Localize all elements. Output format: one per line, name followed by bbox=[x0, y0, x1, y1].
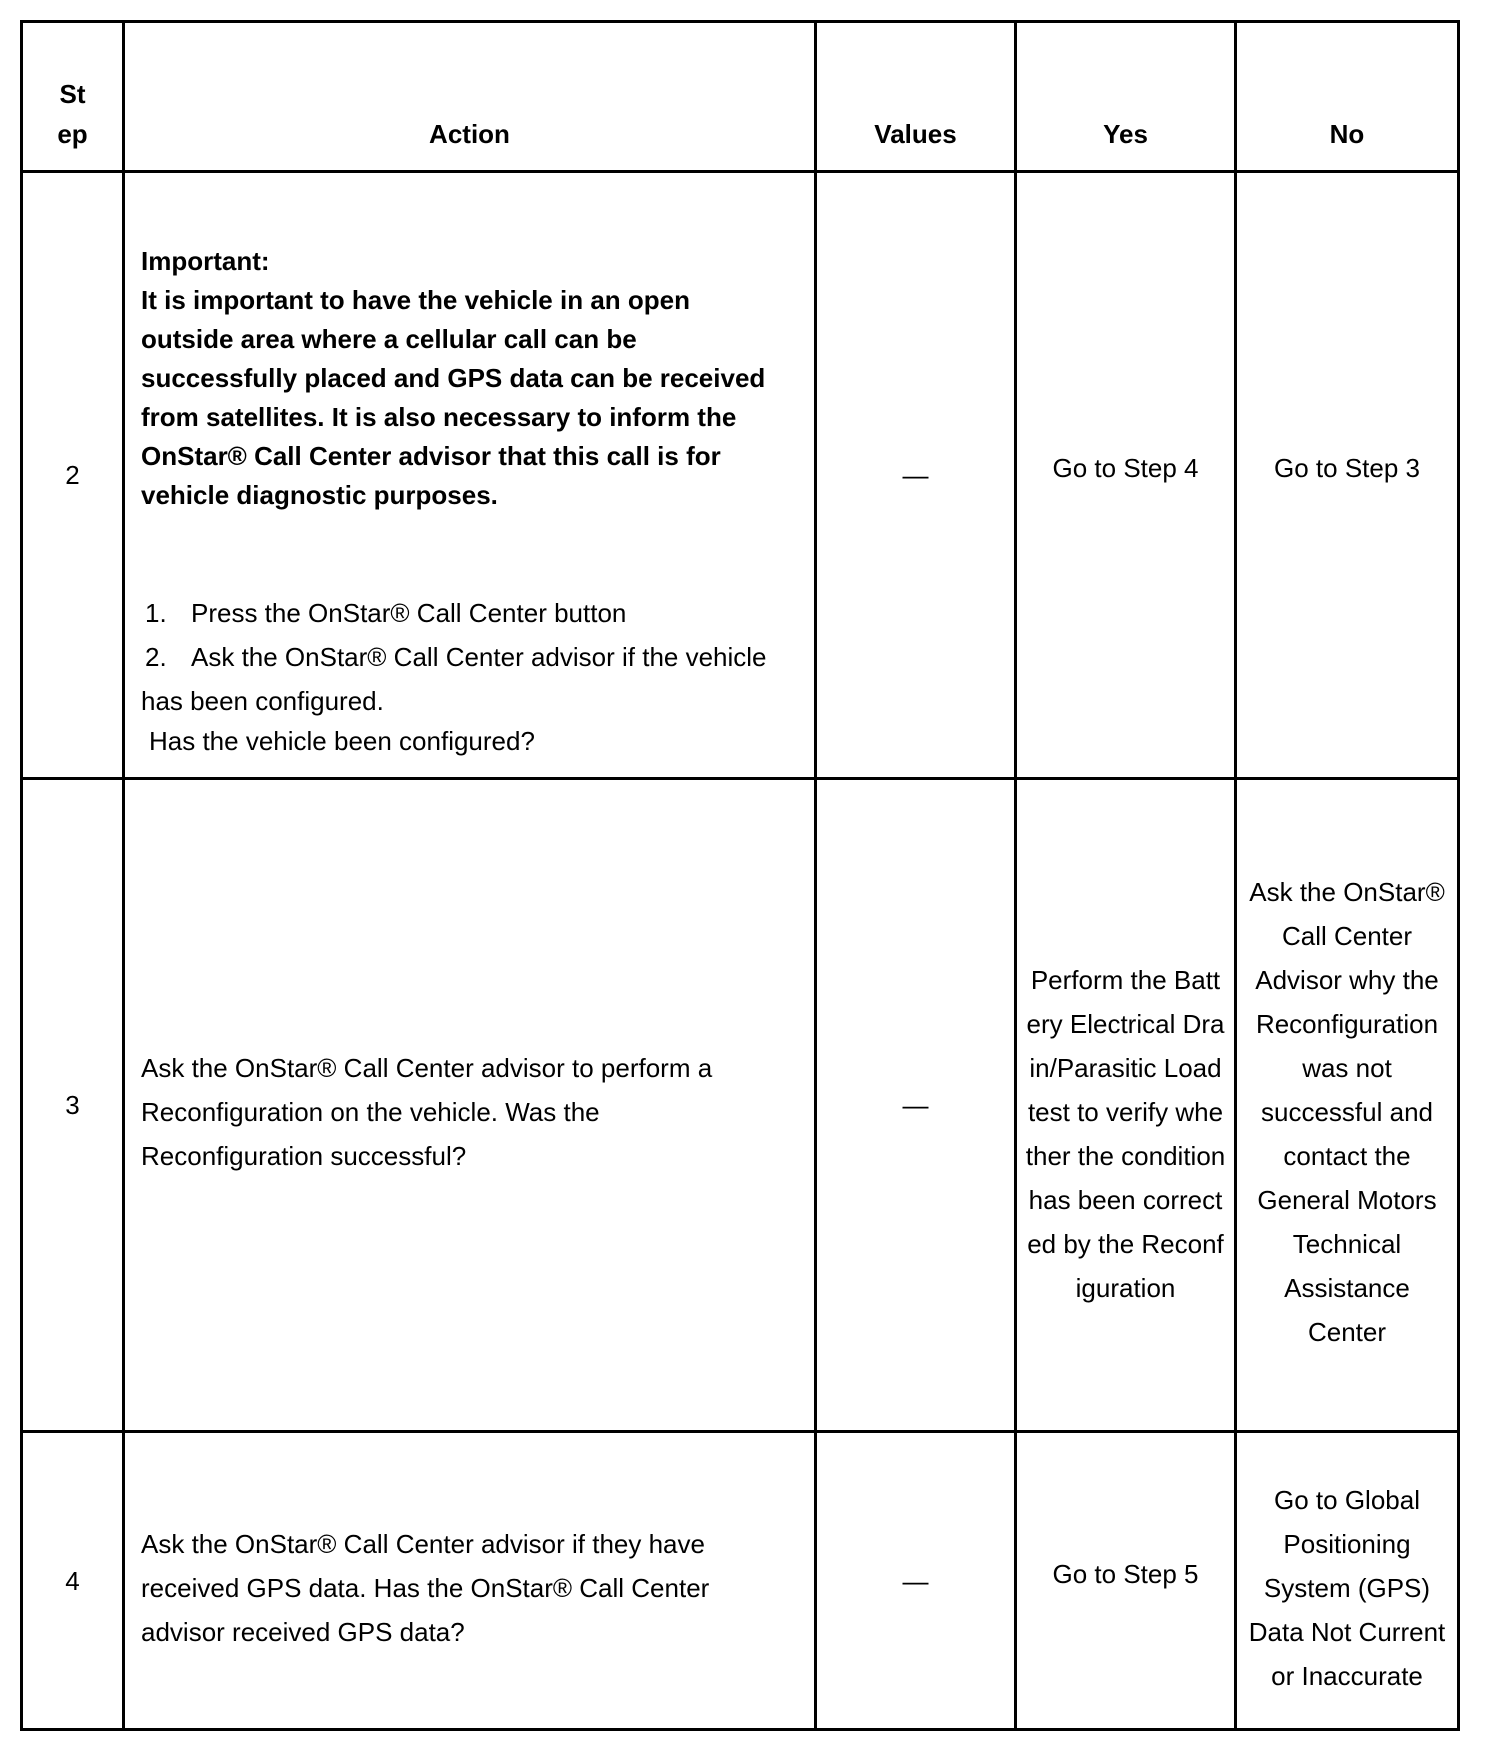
important-text: It is important to have the vehicle in an open outside area where a cellular call can be successfully placed and GPS data can be received from satellites. It is also necessary to inform the OnStar® Call Center advisor that this call is for vehicle diagnostic purposes. bbox=[141, 284, 766, 510]
table-row bbox=[22, 779, 1459, 1432]
step-number: 2 bbox=[22, 172, 124, 779]
no-cell: Go to Step 3 bbox=[1236, 172, 1459, 779]
header-action: Action bbox=[124, 22, 816, 172]
yes-cell: Go to Step 5 bbox=[1016, 1432, 1236, 1730]
list-item-number: 2. bbox=[145, 641, 167, 672]
table-row bbox=[22, 172, 1459, 779]
procedure-steps bbox=[141, 591, 784, 723]
table-row bbox=[22, 1432, 1459, 1730]
values-cell: — bbox=[816, 779, 1016, 1432]
table-header-row bbox=[22, 22, 1459, 172]
important-note bbox=[141, 242, 784, 515]
list-item-text: Press the OnStar® Call Center button bbox=[191, 597, 627, 628]
header-values: Values bbox=[816, 22, 1016, 172]
header-step-label: St ep bbox=[57, 79, 88, 149]
action-cell: Ask the OnStar® Call Center advisor if they have received GPS data. Has the OnStar® Call Center advisor received GPS data? bbox=[124, 1432, 816, 1730]
yes-cell: Perform the Battery Electrical Drain/Parasitic Load test to verify whether the condition has been corrected by the Reconfiguration bbox=[1016, 779, 1236, 1432]
action-cell bbox=[124, 172, 816, 779]
header-no: No bbox=[1236, 22, 1459, 172]
list-item-number: 1. bbox=[145, 597, 167, 628]
header-yes: Yes bbox=[1016, 22, 1236, 172]
no-cell: Go to Global Positioning System (GPS) Data Not Current or Inaccurate bbox=[1236, 1432, 1459, 1730]
list-item bbox=[141, 591, 784, 635]
header-step bbox=[22, 22, 124, 172]
values-cell: — bbox=[816, 172, 1016, 779]
action-question: Has the vehicle been configured? bbox=[149, 726, 535, 756]
yes-cell: Go to Step 4 bbox=[1016, 172, 1236, 779]
values-cell: — bbox=[816, 1432, 1016, 1730]
list-item-text: Ask the OnStar® Call Center advisor if the vehicle has been configured. bbox=[141, 641, 767, 716]
action-cell: Ask the OnStar® Call Center advisor to perform a Reconfiguration on the vehicle. Was the Reconfiguration successful? bbox=[124, 779, 816, 1432]
list-item bbox=[141, 635, 784, 723]
important-label: Important: bbox=[141, 245, 270, 276]
step-number: 3 bbox=[22, 779, 124, 1432]
no-cell: Ask the OnStar® Call Center Advisor why the Reconfiguration was not successful and contact the General Motors Technical Assistance Center bbox=[1236, 779, 1459, 1432]
step-number: 4 bbox=[22, 1432, 124, 1730]
diagnostic-table bbox=[20, 20, 1460, 1731]
